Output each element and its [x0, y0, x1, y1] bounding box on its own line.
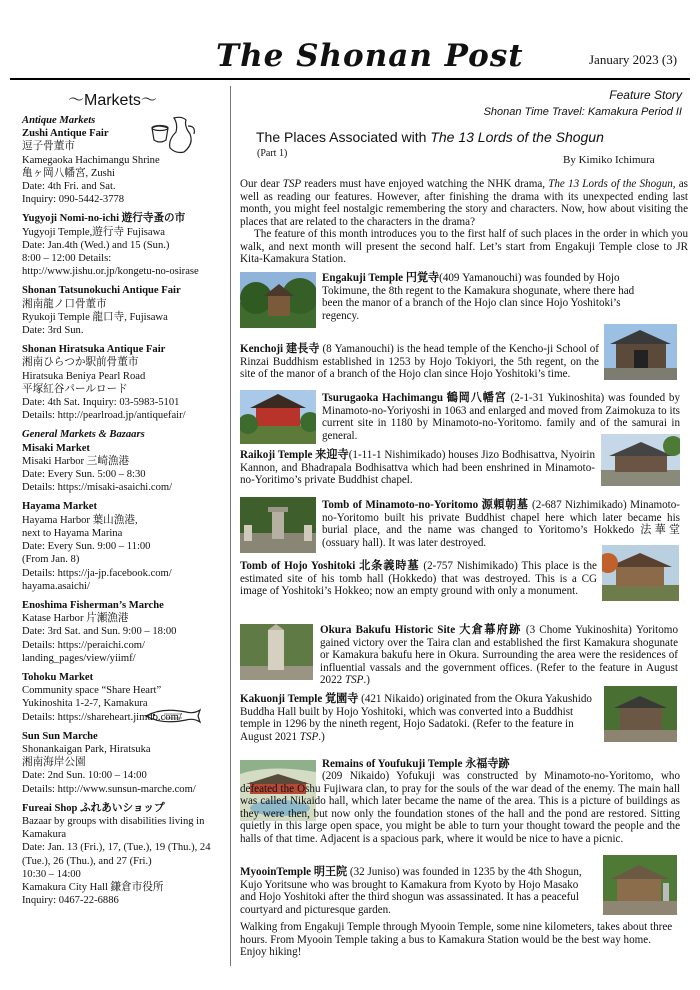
market-line: 逗子骨董市 [22, 141, 75, 153]
okura-tsp: TSP [344, 674, 364, 686]
market-line: (From Jan. 8) [22, 554, 80, 566]
yoritomo-tomb-text: (2-687 Nizhimikado) Minamoto-no-Yoritomo built his private Buddhist chapel here which later became his burial place, and the name was changed to Yoritomo’s Hokkedo 法華堂 (ossuary hall). It was later destroyed. [322, 499, 680, 549]
market-line: Kamegaoka Hachimangu Shrine [22, 154, 160, 166]
yoshitoki-tomb-photo [602, 545, 679, 601]
intro-text: Our dear [240, 178, 283, 190]
market-name: Misaki Market [22, 442, 90, 454]
intro-text: readers must have enjoyed watching the NHK drama, [301, 178, 549, 190]
kakuonji-name: Kakuonji Temple 覚園寺 [240, 693, 359, 705]
okura-entry [320, 624, 678, 687]
tsurugaoka-name: Tsurugaoka Hachimangu 鶴岡八幡宮 [322, 392, 507, 404]
kakuonji-text-end: .) [318, 730, 325, 743]
market-entry [22, 671, 230, 724]
header-rule [10, 78, 690, 80]
kenchoji-name: Kenchoji 建長寺 [240, 343, 320, 355]
intro-text: as well as reading our features. However, after finishing the drama with its unexpected ending last month, you might feel nostalgic remembering the story and characters. Now, how about visiting the places that are related to the characters in the drama? [240, 178, 688, 228]
raikoji-entry [240, 449, 595, 487]
market-line: Yukinoshita 1-2-7, Kamakura [22, 698, 148, 710]
antique-heading: Antique Markets [22, 115, 96, 126]
masthead: The Shonan Post [216, 38, 524, 74]
closing-paragraph: Walking from Engakuji Temple through Myooin Temple, some nine kilometers, takes about three hours. From Myooin Temple taking a bus to Kamakura Station would be the best way home. Enjoy hiking! [240, 921, 673, 958]
market-line: Date: 3rd Sat. and Sun. 9:00 – 18:00 [22, 626, 177, 638]
market-line: 湘南ひらつか駅前骨董市 [22, 357, 139, 369]
market-name: Yugyoji Nomi-no-ichi 遊行寺蚤の市 [22, 213, 186, 225]
market-name: Tohoku Market [22, 671, 94, 683]
market-line: 亀ヶ岡八幡宮, Zushi [22, 167, 115, 179]
intro-paragraph-2: The feature of this month introduces you to the first half of such places in the order in which you walk, and next month will present the second half. Let’s start from Engakuji Temple close to JR Kita-Kamakura Station. [240, 228, 688, 265]
yoritomo-tomb-entry [322, 499, 680, 549]
okura-name: Okura Bakufu Historic Site 大倉幕府跡 [320, 624, 522, 636]
youfukuji-entry-top [322, 758, 680, 771]
market-name: Zushi Antique Fair [22, 128, 109, 140]
market-entry [22, 599, 230, 665]
intro-tsp: TSP [282, 178, 302, 190]
kakuonji-entry [240, 693, 596, 743]
market-link[interactable]: Details: http://pearlroad.jp/antiquefair/ [22, 410, 186, 422]
youfukuji-text: (209 Nikaido) Yofukuji was constructed by Minamoto-no-Yoritomo, who defeated the Oshu Fujiwara clan, to pray for the souls of the war dead of the enemy. The main hall was called Nikaido hall, which later became the name of the area. This is a picture of buildings as they were then, but now only the foundation stones of the hall and the pond are restored. Sitting quietly in this large open space, you might be able to turn your thought toward the people and the halls of that time. Adjacent is a spacious park, where it would be nice to have a picnic. [240, 770, 680, 845]
market-line: Community space “Share Heart” [22, 685, 162, 697]
intro-paragraph [240, 178, 688, 266]
general-heading: General Markets & Bazaars [22, 429, 145, 441]
issue-date: January 2023 (3) [589, 52, 678, 67]
market-line: Date: 3rd Sun. [22, 325, 84, 337]
markets-title: 〜Markets〜 [68, 92, 157, 109]
market-link[interactable]: Details: https://peraichi.com/ [22, 639, 145, 651]
market-line: 湘南龍ノ口骨董市 [22, 298, 107, 310]
market-entry [22, 343, 230, 422]
market-line: Kamakura City Hall 鎌倉市役所 [22, 881, 164, 893]
market-line: 8:00 – 12:00 Details: [22, 253, 112, 265]
youfukuji-entry [240, 770, 680, 845]
market-line: Katase Harbor 片瀬漁港 [22, 613, 129, 625]
engakuji-text: (409 Yamanouchi) was founded by Hojo Tokimune, the 8th regent to the Kamakura shogunate, where there had been the manor of a branch of the Hojo clan since Hojo Yoshitoki’s regency. [322, 272, 635, 322]
market-line: Date: 2nd Sun. 10:00 – 14:00 [22, 770, 147, 782]
intro-drama-title: The 13 Lords of the Shogun, [548, 178, 676, 190]
market-line: Misaki Harbor 三崎漁港 [22, 455, 130, 467]
market-link[interactable]: Details: https://shareheart.jimdo.com/ [22, 711, 182, 723]
okura-text: (3 Chome Yukinoshita) Yoritomo gained victory over the Taira clan and established the first Kamakura shogunate or Kamakura bakufu here in Okura. Surrounding the area were the residences of influential vassals and the government offices. (Refer to the feature in August 2022 [320, 624, 678, 686]
part-label: (Part 1) [257, 148, 288, 159]
kenchoji-text: (8 Yamanouchi) is the head temple of the Kencho-ji School of Rinzai Buddhism established in 1253 by Hojo Tokiyori, the 5th regent, on the site of the manor of a branch of the Hojo clan since Hojo Yoshitoki’s time. [240, 343, 599, 380]
market-line: 平塚紅谷パールロード [22, 383, 128, 395]
youfukuji-name: Remains of Youfukuji Temple 永福寺跡 [322, 758, 510, 770]
yoshitoki-tomb-entry [240, 560, 597, 598]
yoshitoki-tomb-name: Tomb of Hojo Yoshitoki 北条義時墓 [240, 560, 420, 572]
myooin-photo [603, 855, 677, 915]
market-name: Shonan Tatsunokuchi Antique Fair [22, 285, 181, 297]
kenchoji-photo [604, 324, 677, 380]
market-line: Date: Every Sun. 5:00 – 8:30 [22, 469, 146, 481]
market-name: Hayama Market [22, 501, 98, 513]
headline [256, 129, 604, 145]
engakuji-photo [240, 272, 316, 328]
okura-photo [240, 624, 313, 680]
market-entry [22, 802, 230, 908]
kakuonji-tsp: TSP [299, 730, 319, 743]
market-line: 湘南海岸公園 [22, 757, 86, 769]
engakuji-entry [322, 272, 642, 322]
headline-text: The Places Associated with [256, 129, 431, 145]
headline-title: The 13 Lords of the Shogun [430, 129, 604, 145]
market-line: Date: Jan. 13 (Fri.), 17, (Tue.), 19 (Thu.), 24 (Tue.), 26 (Thu.), and 27 (Fri.) [22, 842, 211, 867]
market-link[interactable]: landing_pages/view/yiimf/ [22, 652, 136, 664]
market-entry [22, 127, 230, 206]
raikoji-name: Raikoji Temple 来迎寺 [240, 449, 349, 461]
market-line: Date: 4th Sat. Inquiry: 03-5983-5101 [22, 397, 180, 409]
raikoji-photo [601, 434, 680, 486]
feature-series: Shonan Time Travel: Kamakura Period II [483, 106, 682, 118]
myooin-name: MyooinTemple 明王院 [240, 866, 348, 878]
market-link[interactable]: Details: https://ja-jp.facebook.com/ [22, 567, 172, 579]
column-divider [230, 86, 231, 966]
okura-text-end: .) [363, 674, 370, 686]
market-line: next to Hayama Marina [22, 527, 123, 539]
market-line: Date: 4th Fri. and Sat. [22, 181, 116, 193]
market-line: Date: Jan.4th (Wed.) and 15 (Sun.) [22, 239, 170, 251]
myooin-text: (32 Juniso) was founded in 1235 by the 4th Shogun, Kujo Yoritsune who was brought to Kamakura from Kyoto by Hojo Masako and Hojo Yoshitoki after the third shogun was assassinated. It has a peaceful courtyard and picturesque garden. [240, 866, 582, 916]
market-line: Inquiry: 090-5442-3778 [22, 194, 125, 206]
market-line: Inquiry: 0467-22-6886 [22, 895, 119, 907]
market-name: Enoshima Fisherman’s Marche [22, 599, 164, 611]
kakuonji-text: (421 Nikaido) originated from the Okura Yakushido Buddha Hall built by Hojo Yoshitoki, which was converted into a Buddhist temple in 1296 by the nineth regent, Hojo Sadatoki. (Refer to the feature in August 2021 [240, 693, 592, 743]
market-name: Sun Sun Marche [22, 730, 98, 742]
feature-label: Feature Story [609, 88, 682, 102]
markets-column [22, 114, 230, 913]
market-line: Date: Every Sun. 9:00 – 11:00 [22, 541, 151, 553]
kakuonji-photo [604, 686, 677, 742]
tsurugaoka-text: (2-1-31 Yukinoshita) was founded by Minamoto-no-Yoriyoshi in 1063 and enlarged and moved from Zaimokuza to its current site in 1180 by Minamoto-no-Yoritomo. family and of the samurai in general. [322, 392, 680, 442]
market-entry [22, 442, 230, 495]
raikoji-text: (1-11-1 Nishimikado) houses Jizo Bodhisattva, Nyoirin Kannon, and Bhadrapala Bodhisattva which had been enshrined in Minamoto-no-Yoritimo’s private Buddhist chapel. [240, 449, 596, 486]
market-entry [22, 284, 230, 337]
market-line: Hayama Harbor 葉山漁港, [22, 514, 138, 526]
market-entry [22, 500, 230, 592]
market-entry [22, 212, 230, 278]
market-line: 10:30 – 14:00 [22, 868, 81, 880]
market-line: Bazaar by groups with disabilities living in Kamakura [22, 815, 205, 841]
market-link[interactable]: Details: http://www.sunsun-marche.com/ [22, 783, 196, 795]
market-name: Shonan Hiratsuka Antique Fair [22, 344, 166, 356]
market-entry [22, 730, 230, 796]
market-link[interactable]: http://www.jishu.or.jp/kongetu-no-osirase [22, 266, 199, 278]
byline: By Kimiko Ichimura [563, 154, 655, 166]
market-line: Shonankaigan Park, Hiratsuka [22, 743, 151, 755]
market-line: Hiratsuka Beniya Pearl Road [22, 370, 146, 382]
market-line: Ryukoji Temple 龍口寺, Fujisawa [22, 311, 168, 323]
market-line: Yugyoji Temple,遊行寺 Fujisawa [22, 226, 165, 238]
market-link[interactable]: hayama.asaichi/ [22, 580, 90, 592]
engakuji-name: Engakuji Temple 円覚寺 [322, 272, 440, 284]
yoritomo-tomb-photo [240, 497, 316, 553]
myooin-entry [240, 866, 596, 916]
market-link[interactable]: Details: https://misaki-asaichi.com/ [22, 482, 173, 494]
market-name: Fureai Shop ふれあいショップ [22, 802, 165, 814]
yoshitoki-tomb-text: (2-757 Nishimikado) This place is the estimated site of his tomb hall (Hokkedo) that was destroyed. This is a CG image of Yoshitoki’s Hokkeo; now an empty ground with only a monument. [240, 560, 597, 597]
kenchoji-entry [240, 343, 599, 381]
tsurugaoka-photo [240, 390, 316, 444]
yoritomo-tomb-name: Tomb of Minamoto-no-Yoritomo 源頼朝墓 [322, 499, 529, 511]
